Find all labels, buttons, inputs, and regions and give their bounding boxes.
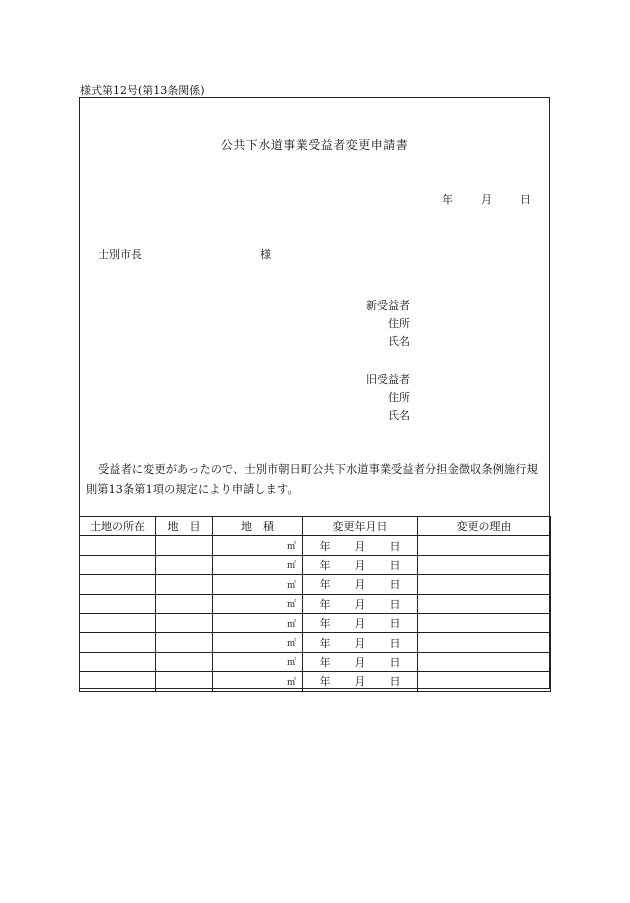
cell-location[interactable] (80, 536, 156, 555)
table-row (80, 652, 551, 671)
new-beneficiary-heading: 新受益者 (366, 299, 410, 312)
cell-land-category[interactable] (156, 652, 213, 671)
date-month-label: 月 (481, 193, 492, 206)
cell-change-date[interactable] (303, 652, 418, 671)
header-change-reason: 変更の理由 (418, 517, 551, 536)
cell-year-label: 年 (319, 578, 331, 592)
cell-year-label: 年 (319, 558, 331, 572)
cell-change-date[interactable] (303, 613, 418, 632)
cell-day-label: 日 (389, 617, 401, 631)
cell-land-category[interactable] (156, 575, 213, 594)
addressee-honorific: 様 (260, 248, 271, 261)
cell-change-date[interactable] (303, 575, 418, 594)
cell-day-label: 日 (389, 578, 401, 592)
cell-day-label: 日 (389, 636, 401, 650)
cell-day-label: 日 (389, 655, 401, 669)
cell-location[interactable] (80, 575, 156, 594)
cell-month-label: 月 (354, 675, 366, 689)
cell-day-label: 日 (389, 539, 401, 553)
cell-year-label: 年 (319, 597, 331, 611)
old-beneficiary-address-label: 住所 (388, 391, 410, 404)
cell-land-category[interactable] (156, 613, 213, 632)
cell-year-label: 年 (319, 675, 331, 689)
cell-location[interactable] (80, 633, 156, 652)
cell-month-label: 月 (354, 578, 366, 592)
table-row (80, 594, 551, 613)
cell-change-date[interactable] (303, 536, 418, 555)
addressee-line (98, 246, 271, 262)
cell-change-date[interactable] (303, 555, 418, 574)
cell-land-category[interactable] (156, 594, 213, 613)
table-header-row (80, 517, 551, 536)
table-row (80, 555, 551, 574)
cell-day-label: 日 (389, 597, 401, 611)
cell-location[interactable] (80, 672, 156, 691)
cell-month-label: 月 (354, 539, 366, 553)
cell-change-date[interactable] (303, 672, 418, 691)
header-change-date: 変更年月日 (303, 517, 418, 536)
cell-month-label: 月 (354, 558, 366, 572)
cell-month-label: 月 (354, 617, 366, 631)
cell-area[interactable]: ㎡ (213, 652, 303, 671)
cell-area[interactable]: ㎡ (213, 575, 303, 594)
cell-reason[interactable] (418, 613, 551, 632)
new-beneficiary-name-label: 氏名 (388, 335, 410, 348)
date-year-label: 年 (442, 193, 453, 206)
table-row (80, 672, 551, 691)
cell-reason[interactable] (418, 536, 551, 555)
old-beneficiary-name-label: 氏名 (388, 409, 410, 422)
application-date-line (442, 191, 531, 207)
cell-reason[interactable] (418, 594, 551, 613)
cell-area[interactable]: ㎡ (213, 594, 303, 613)
header-land-category: 地 目 (156, 517, 213, 536)
table-row (80, 633, 551, 652)
table-row (80, 575, 551, 594)
cell-reason[interactable] (418, 633, 551, 652)
application-statement: 受益者に変更があったので、士別市朝日町公共下水道事業受益者分担金徴収条例施行規則第13条第1項の規定により申請します。 (86, 463, 538, 496)
cell-location[interactable] (80, 594, 156, 613)
document-title: 公共下水道事業受益者変更申請書 (220, 138, 409, 152)
cell-reason[interactable] (418, 652, 551, 671)
cell-change-date[interactable] (303, 633, 418, 652)
cell-reason[interactable] (418, 555, 551, 574)
new-beneficiary-address-label: 住所 (388, 317, 410, 330)
header-land-area: 地 積 (213, 517, 303, 536)
old-beneficiary-heading: 旧受益者 (366, 373, 410, 386)
cell-area[interactable]: ㎡ (213, 613, 303, 632)
cell-area[interactable]: ㎡ (213, 633, 303, 652)
cell-month-label: 月 (354, 597, 366, 611)
date-day-label: 日 (520, 193, 531, 206)
cell-month-label: 月 (354, 655, 366, 669)
cell-year-label: 年 (319, 655, 331, 669)
cell-day-label: 日 (389, 558, 401, 572)
table-row (80, 536, 551, 555)
cell-land-category[interactable] (156, 633, 213, 652)
cell-land-category[interactable] (156, 555, 213, 574)
cell-area[interactable]: ㎡ (213, 555, 303, 574)
cell-location[interactable] (80, 613, 156, 632)
new-beneficiary-block (350, 297, 410, 351)
cell-change-date[interactable] (303, 594, 418, 613)
cell-location[interactable] (80, 652, 156, 671)
cell-year-label: 年 (319, 617, 331, 631)
cell-land-category[interactable] (156, 536, 213, 555)
table-row (80, 613, 551, 632)
cell-day-label: 日 (389, 675, 401, 689)
cell-location[interactable] (80, 555, 156, 574)
form-number-label: 様式第12号(第13条関係) (80, 84, 205, 97)
cell-year-label: 年 (319, 636, 331, 650)
cell-land-category[interactable] (156, 672, 213, 691)
addressee-name: 士別市長 (98, 248, 142, 261)
application-form-frame (79, 97, 550, 689)
cell-reason[interactable] (418, 672, 551, 691)
header-land-location: 土地の所在 (80, 517, 156, 536)
cell-reason[interactable] (418, 575, 551, 594)
cell-area[interactable]: ㎡ (213, 672, 303, 691)
cell-area[interactable]: ㎡ (213, 536, 303, 555)
cell-month-label: 月 (354, 636, 366, 650)
land-details-table (79, 516, 551, 692)
cell-year-label: 年 (319, 539, 331, 553)
old-beneficiary-block (350, 371, 410, 425)
